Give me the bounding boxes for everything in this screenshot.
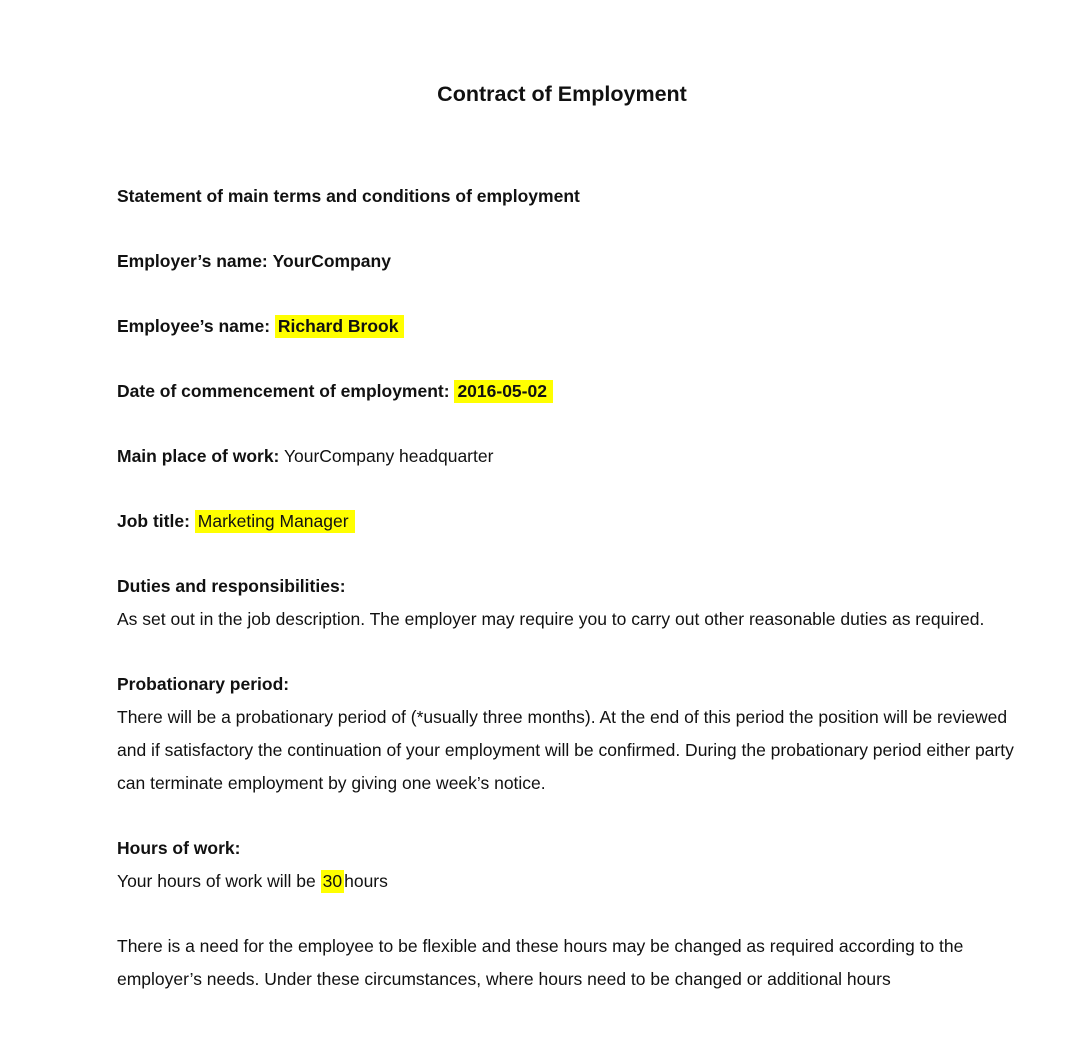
- employer-label: Employer’s name:: [117, 251, 268, 271]
- employer-line: [117, 245, 1017, 278]
- statement-heading: Statement of main terms and conditions of employment: [117, 186, 580, 206]
- job-title-line: [117, 505, 1017, 538]
- flexibility-paragraph: [117, 930, 1017, 996]
- commencement-line: [117, 375, 1017, 408]
- job-title-label: Job title:: [117, 511, 190, 531]
- hours-section: [117, 832, 1017, 898]
- employee-name-field[interactable]: Richard Brook: [275, 315, 405, 338]
- duties-section: [117, 570, 1017, 636]
- place-of-work-label: Main place of work:: [117, 446, 280, 466]
- hours-heading: Hours of work:: [117, 838, 241, 858]
- document-body: [117, 180, 1017, 1028]
- commencement-label: Date of commencement of employment:: [117, 381, 450, 401]
- hours-text-after: hours: [344, 871, 388, 891]
- probation-text: There will be a probationary period of (*usually three months). At the end of this period the position will be reviewed and if satisfactory the continuation of your employment will be confirmed. During the probationary period either party can terminate employment by giving one week’s notice.: [117, 707, 1014, 793]
- hours-text-before: Your hours of work will be: [117, 871, 316, 891]
- duties-heading: Duties and responsibilities:: [117, 576, 346, 596]
- place-of-work-value: YourCompany headquarter: [283, 446, 494, 466]
- probation-heading: Probationary period:: [117, 674, 290, 694]
- employee-line: [117, 310, 1017, 343]
- employee-label: Employee’s name:: [117, 316, 271, 336]
- employer-value: YourCompany: [272, 251, 391, 271]
- probation-section: [117, 668, 1017, 800]
- commencement-date-field[interactable]: 2016-05-02: [454, 380, 553, 403]
- flexibility-text: There is a need for the employee to be flexible and these hours may be changed as required according to the employer’s needs. Under these circumstances, where hours need to be changed or additional hours: [117, 936, 964, 989]
- document-title: Contract of Employment: [437, 82, 687, 106]
- duties-text: As set out in the job description. The employer may require you to carry out other reasonable duties as required.: [117, 609, 985, 629]
- job-title-field[interactable]: Marketing Manager: [195, 510, 355, 533]
- place-of-work-line: [117, 440, 1017, 473]
- hours-value-field[interactable]: 30: [322, 871, 343, 891]
